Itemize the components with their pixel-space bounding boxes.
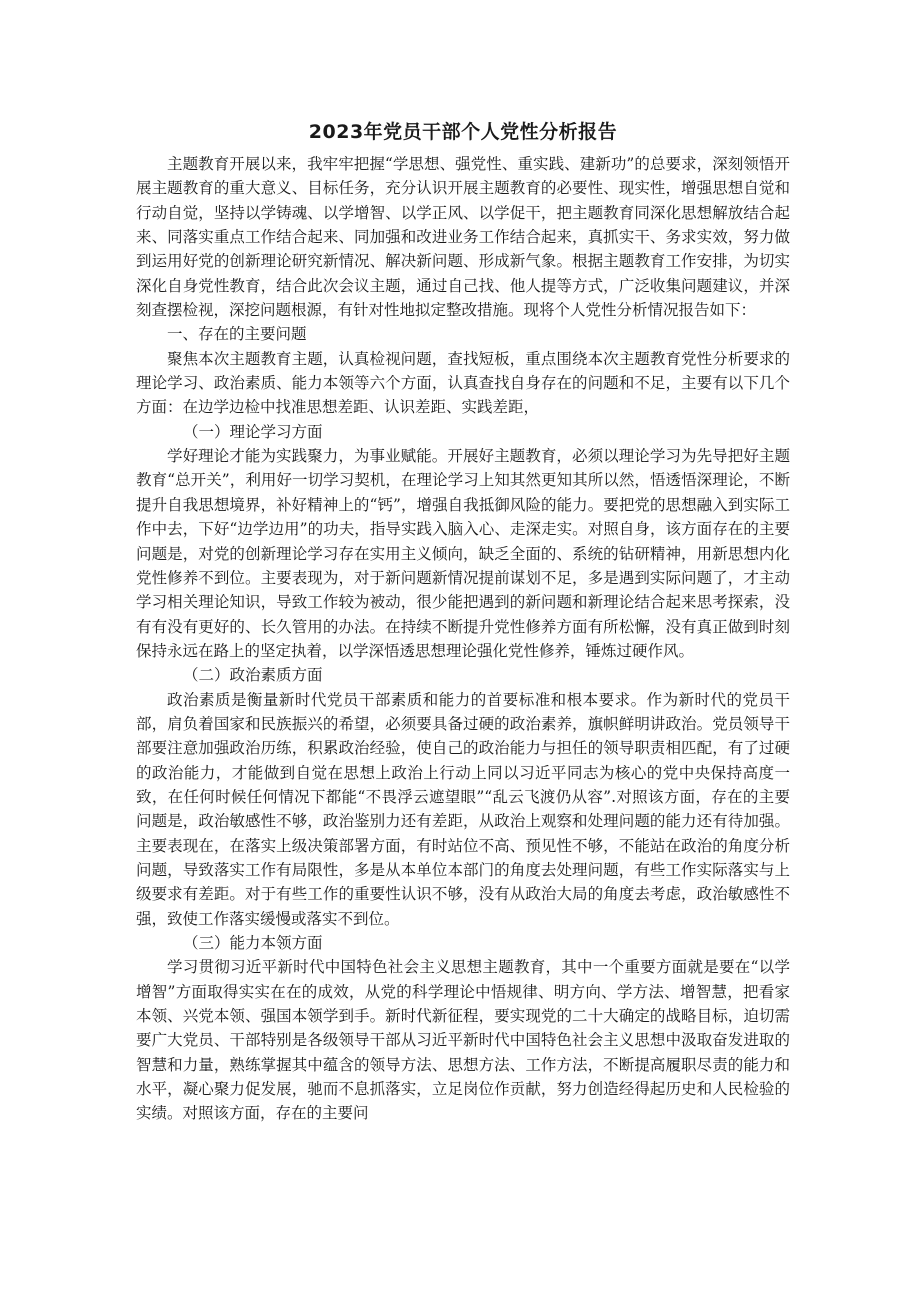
subsection-heading-political-quality: （二）政治素质方面: [183, 666, 323, 685]
document-page: [136, 118, 790, 1126]
subsection-ability-skills-paragraph: 学习贯彻习近平新时代中国特色社会主义思想主题教育，其中一个重要方面就是要在“以学增智”方面取得实实在在的成效，从党的科学理论中悟规律、明方向、学方法、增智慧，把看家本领、兴党本领、强国本领学到手。新时代新征程，要实现党的二十大确定的战略目标，迫切需要广大党员、干部特别是各级领导干部从习近平新时代中国特色社会主义思想中汲取奋发进取的智慧和力量，熟练掌握其中蕴含的领导方法、思想方法、工作方法，不断提高履职尽责的能力和水平，凝心聚力促发展，驰而不息抓落实，立足岗位作贡献，努力创造经得起历史和人民检验的实绩。对照该方面，存在的主要问: [136, 958, 790, 1123]
document-title: 2023年党员干部个人党性分析报告: [308, 121, 618, 143]
subsection-political-quality-paragraph: 政治素质是衡量新时代党员干部素质和能力的首要标准和根本要求。作为新时代的党员干部，肩负着国家和民族振兴的希望，必须要具备过硬的政治素养，旗帜鲜明讲政治。党员领导干部要注意加强政治历练，积累政治经验，使自己的政治能力与担任的领导职责相匹配，有了过硬的政治能力，才能做到自觉在思想上政治上行动上同以习近平同志为核心的党中央保持高度一致，在任何时候任何情况下都能“不畏浮云遮望眼”“乱云飞渡仍从容”.对照该方面，存在的主要问题是，政治敏感性不够，政治鉴别力还有差距，从政治上观察和处理问题的能力还有待加强。主要表现在，在落实上级决策部署方面，有时站位不高、预见性不够，不能站在政治的角度分析问题，导致落实工作有局限性，多是从本单位本部门的角度去处理问题，有些工作实际落实与上级要求有差距。对于有些工作的重要性认识不够，没有从政治大局的角度去考虑，政治敏感性不强，致使工作落实缓慢或落实不到位。: [136, 690, 790, 928]
subsection-heading-theory-study: （一）理论学习方面: [183, 422, 323, 441]
subsection-theory-study-paragraph: 学好理论才能为实践聚力，为事业赋能。开展好主题教育，必须以理论学习为先导把好主题教育“总开关”，利用好一切学习契机，在理论学习上知其然更知其所以然，悟透悟深理论，不断提升自我思想境界，补好精神上的“钙”，增强自我抵御风险的能力。要把党的思想融入到实际工作中去，下好“边学边用”的功夫，指导实践入脑入心、走深走实。对照自身，该方面存在的主要问题是，对党的创新理论学习存在实用主义倾向，缺乏全面的、系统的钻研精神，用新思想内化党性修养不到位。主要表现为，对于新问题新情况提前谋划不足，多是遇到实际问题了，才主动学习相关理论知识，导致工作较为被动，很少能把遇到的新问题和新理论结合起来思考探索，没有有没有更好的、长久管用的办法。在持续不断提升党性修养方面有所松懈，没有真正做到时刻保持永远在路上的坚定执着，以学深悟透思想理论强化党性修养，锤炼过硬作风。: [136, 447, 790, 660]
section-main-problems-paragraph: 聚焦本次主题教育主题，认真检视问题，查找短板，重点围绕本次主题教育党性分析要求的理论学习、政治素质、能力本领等六个方面，认真查找自身存在的问题和不足，主要有以下几个方面：在边学边检中找准思想差距、认识差距、实践差距，: [136, 349, 790, 417]
section-heading-main-problems: 一、存在的主要问题: [167, 325, 307, 344]
subsection-heading-ability-skills: （三）能力本领方面: [183, 934, 323, 952]
intro-paragraph: 主题教育开展以来，我牢牢把握“学思想、强党性、重实践、建新功”的总要求，深刻领悟开展主题教育的重大意义、目标任务，充分认识开展主题教育的必要性、现实性，增强思想自觉和行动自觉，坚持以学铸魂、以学增智、以学正风、以学促干，把主题教育同深化思想解放结合起来、同落实重点工作结合起来、同加强和改进业务工作结合起来，真抓实干、务求实效，努力做到运用好党的创新理论研究新情况、解决新问题、形成新气象。根据主题教育工作安排，为切实深化自身党性教育，结合此次会议主题，通过自己找、他人提等方式，广泛收集问题建议，并深刻查摆检视，深挖问题根源，有针对性地拟定整改措施。现将个人党性分析情况报告如下：: [136, 155, 790, 320]
